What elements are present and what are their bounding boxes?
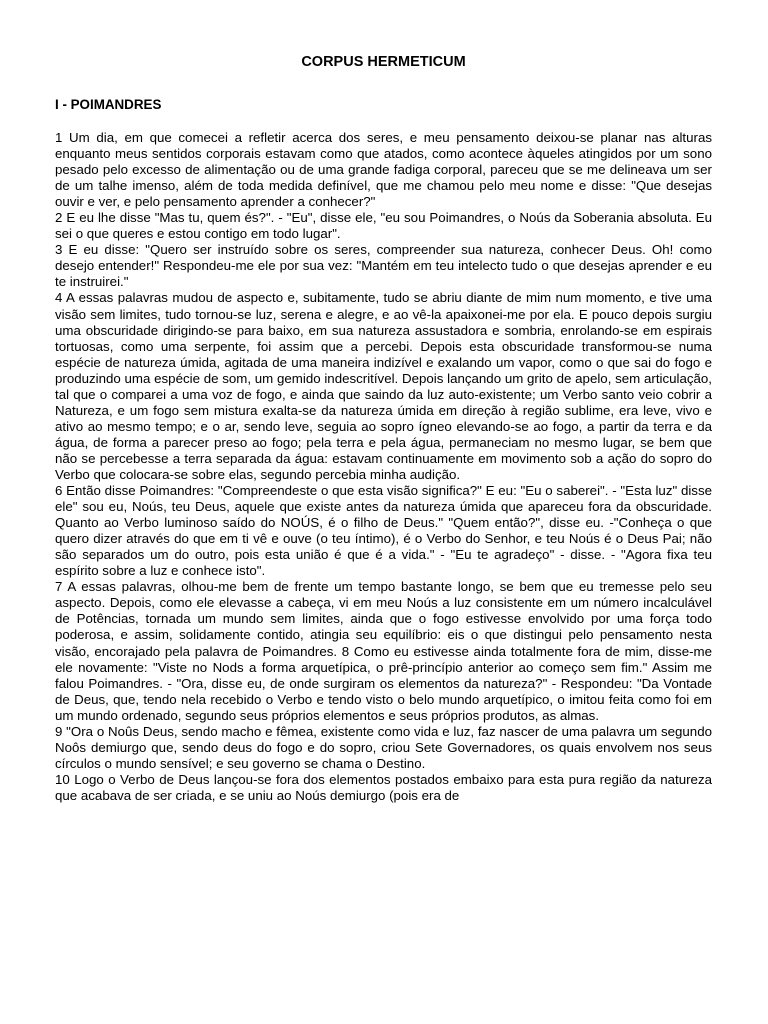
- document-title: CORPUS HERMETICUM: [301, 54, 466, 70]
- paragraph-1: 1 Um dia, em que comecei a refletir acerca dos seres, e meu pensamento deixou-se planar nas alturas enquanto meus sentidos corporais estavam como que atados, como acontece àqueles atingidos por um sono pesado pelo excesso de alimentação ou de uma grande fadiga corporal, pareceu que se me delineava um ser de um talhe imenso, além de toda medida definível, que me chamou pelo meu nome e disse: "Que desejas ouvir e ver, e pelo pensamento aprender a conhecer?": [55, 130, 712, 210]
- paragraph-3: 3 E eu disse: "Quero ser instruído sobre os seres, compreender sua natureza, conhecer Deus. Oh! como desejo entender!" Respondeu-me ele por sua vez: "Mantém em teu intelecto tudo o que desejas aprender e eu te instruirei.": [55, 242, 712, 290]
- document-body: [55, 130, 712, 804]
- paragraph-4: 4 A essas palavras mudou de aspecto e, subitamente, tudo se abriu diante de mim num momento, e tive uma visão sem limites, tudo tornou-se luz, serena e alegre, e ao vê-la apaixonei-me por ela. E pouco depois surgiu uma obscuridade dirigindo-se para baixo, em sua natureza assustadora e sombria, enrolando-se em espirais tortuosas, como uma serpente, foi assim que a percebi. Depois esta obscuridade transformou-se numa espécie de natureza úmida, agitada de uma maneira indizível e exalando um vapor, como o que sai do fogo e produzindo uma espécie de som, um gemido indescritível. Depois lançando um grito de apelo, sem articulação, tal que o comparei a uma voz de fogo, e ainda que saindo da luz auto-existente; um Verbo santo veio cobrir a Natureza, e um fogo sem mistura exalta-se da natureza úmida em direção à região sublime, era leve, vivo e ativo ao mesmo tempo; e o ar, sendo leve, seguia ao sopro ígneo elevando-se ao fogo, a partir da terra e da água, de forma a parecer preso ao fogo; pela terra e pela água, permaneciam no mesmo lugar, se bem que não se percebesse a terra separada da água: estavam continuamente em movimento sob a ação do sopro do Verbo que colocara-se sobre elas, segundo percebia minha audição.: [55, 290, 712, 482]
- document-page: [55, 52, 712, 804]
- paragraph-7: 7 A essas palavras, olhou-me bem de frente um tempo bastante longo, se bem que eu tremesse pelo seu aspecto. Depois, como ele elevasse a cabeça, vi em meu Noús a luz consistente em um número incalculável de Potências, tornada um mundo sem limites, ainda que o fogo estivesse envolvido por uma força todo poderosa, e assim, solidamente contido, atingia seu equilíbrio: eis o que distingui pelo pensamento nesta visão, encorajado pela palavra de Poimandres. 8 Como eu estivesse ainda totalmente fora de mim, disse-me ele novamente: "Viste no Nods a forma arquetípica, o prê-princípio anterior ao começo sem fim." Assim me falou Poimandres. - "Ora, disse eu, de onde surgiram os elementos da natureza?" - Respondeu: "Da Vontade de Deus, que, tendo nela recebido o Verbo e tendo visto o belo mundo arquetípico, o imitou feita como foi em um mundo ordenado, segundo seus próprios elementos e seus próprios produtos, as almas.: [55, 579, 712, 723]
- paragraph-9: 9 "Ora o Noûs Deus, sendo macho e fêmea, existente como vida e luz, faz nascer de uma palavra um segundo Noôs demiurgo que, sendo deus do fogo e do sopro, criou Sete Governadores, os quais envolvem nos seus círculos o mundo sensível; e seu governo se chama o Destino.: [55, 723, 712, 771]
- paragraph-10: 10 Logo o Verbo de Deus lançou-se fora dos elementos postados embaixo para esta pura região da natureza que acabava de ser criada, e se uniu ao Noús demiurgo (pois era de: [55, 771, 712, 803]
- paragraph-6: 6 Então disse Poimandres: "Compreendeste o que esta visão significa?" E eu: "Eu o saberei". - "Esta luz" disse ele" sou eu, Noús, teu Deus, aquele que existe antes da natureza úmida que apareceu fora da obscuridade. Quanto ao Verbo luminoso saído do NOÚS, é o filho de Deus." "Quem então?", disse eu. -"Conheça o que quero dizer através do que em ti vê e ouve (o teu íntimo), é o Verbo do Senhor, e teu Noús é o Deus Pai; não são separados um do outro, pois esta união é que é a vida." - "Eu te agradeço" - disse. - "Agora fixa teu espírito sobre a luz e conhece isto".: [55, 483, 712, 579]
- section-heading: I - POIMANDRES: [55, 97, 162, 112]
- paragraph-2: 2 E eu lhe disse "Mas tu, quem és?". - "Eu", disse ele, "eu sou Poimandres, o Noús da Soberania absoluta. Eu sei o que queres e estou contigo em todo lugar".: [55, 210, 712, 242]
